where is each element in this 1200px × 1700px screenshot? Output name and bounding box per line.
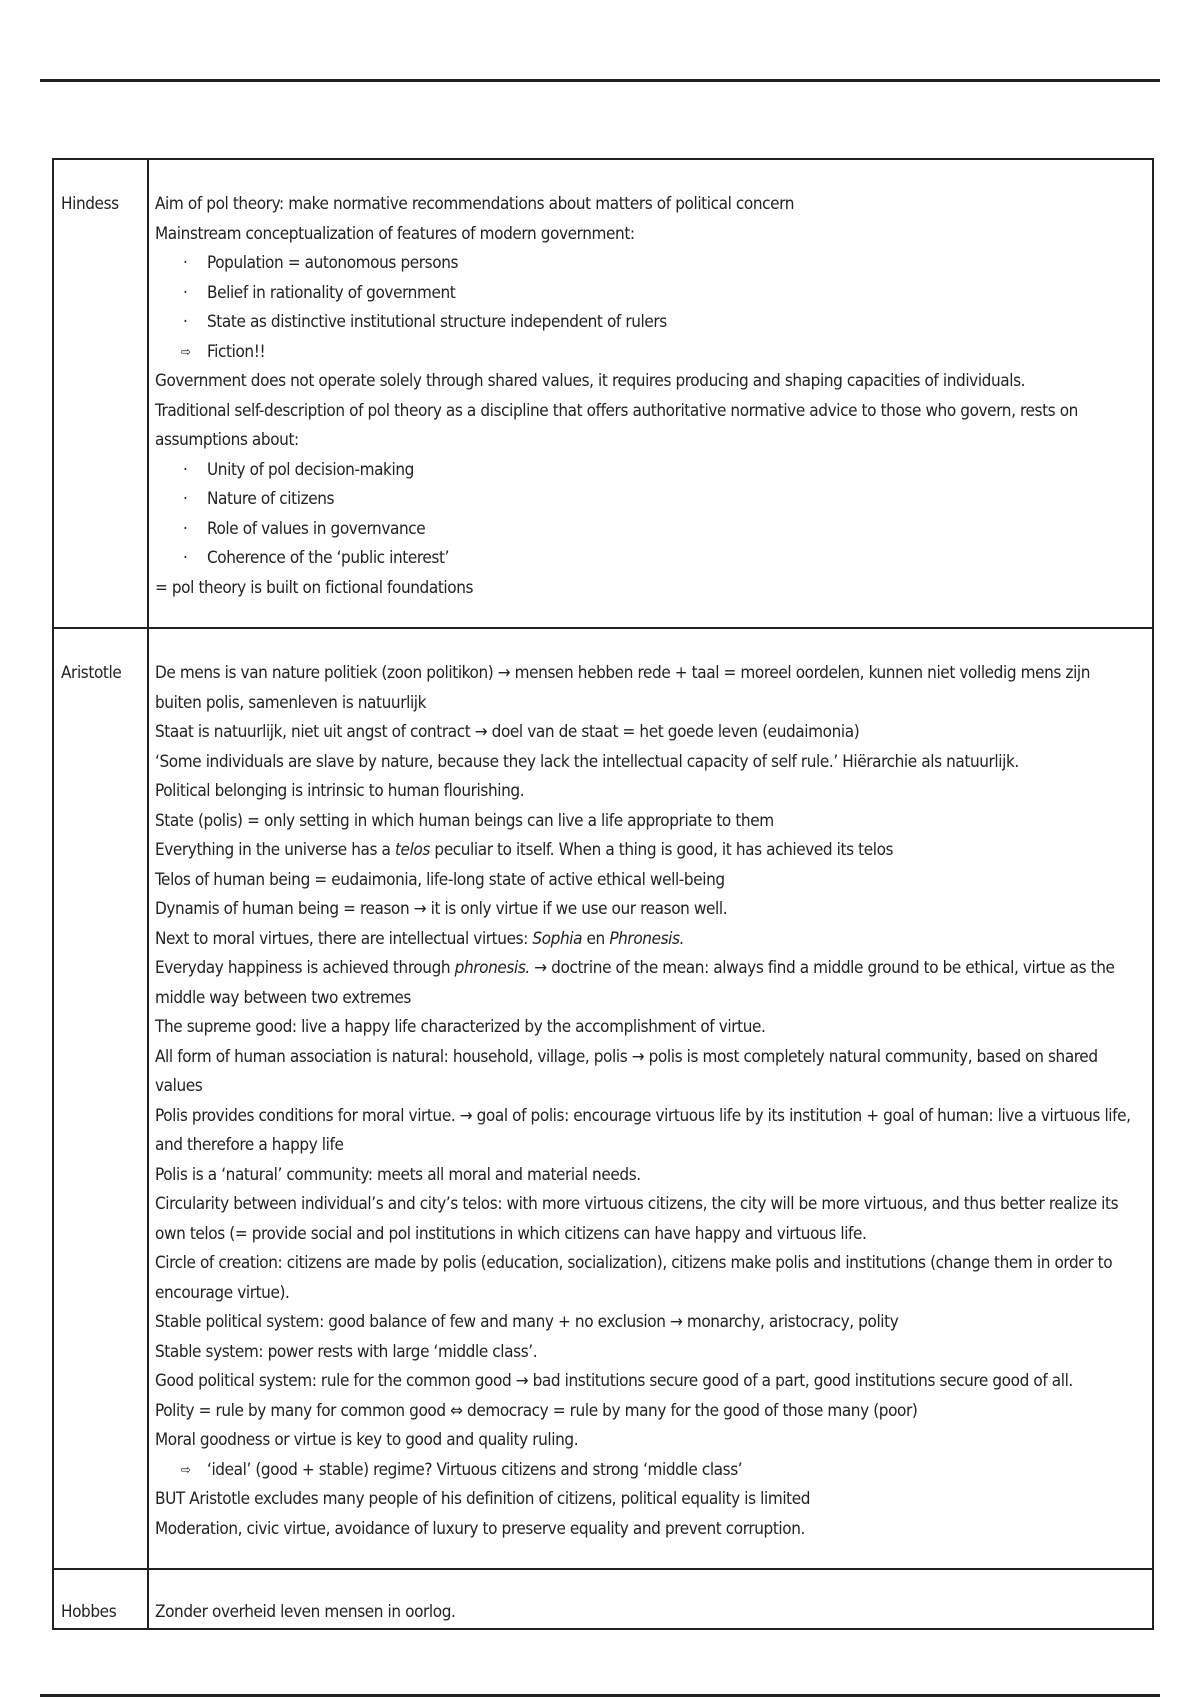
- note-line: Traditional self-description of pol theory as a discipline that offers authoritative normative advice to those who govern, rests on assumptions about:: [155, 400, 1078, 450]
- note-line: State (polis) = only setting in which human beings can live a life appropriate to them: [155, 810, 774, 831]
- emphasis: Sophia: [532, 928, 583, 949]
- table-row-hobbes: [53, 1569, 1153, 1629]
- bottom-rule: [40, 1694, 1160, 1697]
- table-row-aristotle: [53, 628, 1153, 1569]
- notes-cell: [148, 159, 1153, 628]
- note-line: Moderation, civic virtue, avoidance of luxury to preserve equality and prevent corruption.: [155, 1518, 805, 1539]
- notes-cell: [148, 628, 1153, 1569]
- note-line: Circle of creation: citizens are made by polis (education, socialization), citizens make polis and institutions (change them in order to encourage virtue).: [155, 1253, 1113, 1303]
- note-line: = pol theory is built on fictional foundations: [155, 577, 474, 598]
- note-line: Stable political system: good balance of few and many + no exclusion → monarchy, aristocracy, polity: [155, 1312, 899, 1332]
- text-span: Next to moral virtues, there are intellectual virtues:: [155, 928, 533, 949]
- emphasis: Phronesis.: [609, 928, 685, 949]
- list-item: · Role of values in governvance: [155, 515, 1140, 545]
- note-line: [155, 954, 1140, 1013]
- note-line: Dynamis of human being = reason → it is only virtue if we use our reason well.: [155, 899, 728, 919]
- author-name: Hindess: [53, 159, 148, 628]
- table-row-hindess: [53, 159, 1153, 628]
- note-line: Moral goodness or virtue is key to good and quality ruling.: [155, 1430, 579, 1450]
- emphasis: phronesis.: [454, 958, 530, 978]
- notes-table: [52, 158, 1154, 1630]
- note-line: Stable system: power rests with large ‘middle class’.: [155, 1341, 538, 1362]
- text-span: Everyday happiness is achieved through: [155, 958, 455, 978]
- text-span: peculiar to itself. When a thing is good, it has achieved its telos: [429, 840, 894, 860]
- note-line: Government does not operate solely through shared values, it requires producing and shaping capacities of individuals.: [155, 371, 1026, 391]
- text-span: Everything in the universe has a: [155, 840, 395, 860]
- emphasis: telos: [394, 840, 430, 860]
- note-line: [155, 925, 1140, 955]
- note-line: Aim of pol theory: make normative recommendations about matters of political concern: [155, 194, 795, 214]
- note-line: ‘Some individuals are slave by nature, because they lack the intellectual capacity of self rule.’ Hiërarchie als natuurlijk.: [155, 751, 1019, 772]
- note-line: Staat is natuurlijk, niet uit angst of contract → doel van de staat = het goede leven (eudaimonia): [155, 722, 860, 742]
- top-rule: [40, 79, 1160, 82]
- note-line: Polis is a ‘natural’ community: meets all moral and material needs.: [155, 1164, 641, 1185]
- author-name: Aristotle: [53, 628, 148, 1569]
- note-line: Mainstream conceptualization of features of modern government:: [155, 223, 635, 244]
- list-item: · Unity of pol decision-making: [155, 456, 1140, 486]
- text-span: en: [582, 928, 610, 949]
- note-line: BUT Aristotle excludes many people of his definition of citizens, political equality is limited: [155, 1489, 811, 1509]
- text-span: → doctrine of the mean: always find a middle ground to be ethical, virtue as the middle way between two extremes: [155, 958, 1115, 1008]
- note-line: Polis provides conditions for moral virtue. → goal of polis: encourage virtuous life by its institution + goal of human: live a virtuous life, and therefore a happy life: [155, 1105, 1131, 1155]
- list-item: · State as distinctive institutional structure independent of rulers: [155, 308, 1140, 338]
- note-line: Zonder overheid leven mensen in oorlog.: [155, 1602, 456, 1622]
- note-line: The supreme good: live a happy life characterized by the accomplishment of virtue.: [155, 1017, 766, 1037]
- note-line: Circularity between individual’s and city’s telos: with more virtuous citizens, the city will be more virtuous, and thus better realize its own telos (= provide social and pol institutions in which citizens can have happy and virtuous life.: [155, 1194, 1119, 1244]
- list-item: · Nature of citizens: [155, 485, 1140, 515]
- note-line: [155, 836, 1140, 866]
- note-line: Telos of human being = eudaimonia, life-long state of active ethical well-being: [155, 869, 725, 890]
- note-line: Political belonging is intrinsic to human flourishing.: [155, 781, 525, 801]
- note-line: Good political system: rule for the common good → bad institutions secure good of a part, good institutions secure good of all.: [155, 1371, 1073, 1391]
- author-name: Hobbes: [53, 1569, 148, 1629]
- arrow-item: ⇨ Fiction!!: [155, 338, 1140, 368]
- note-line: De mens is van nature politiek (zoon politikon) → mensen hebben rede + taal = moreel oordelen, kunnen niet volledig mens zijn buiten polis, samenleven is natuurlijk: [155, 663, 1091, 713]
- notes-cell: [148, 1569, 1153, 1629]
- list-item: · Coherence of the ‘public interest’: [155, 544, 1140, 574]
- list-item: · Population = autonomous persons: [155, 249, 1140, 279]
- list-item: · Belief in rationality of government: [155, 279, 1140, 309]
- note-line: All form of human association is natural: household, village, polis → polis is most completely natural community, based on shared values: [155, 1046, 1098, 1096]
- arrow-item: ⇨ ‘ideal’ (good + stable) regime? Virtuous citizens and strong ‘middle class’: [155, 1456, 1140, 1486]
- note-line: Polity = rule by many for common good ⇔ democracy = rule by many for the good of those many (poor): [155, 1400, 918, 1421]
